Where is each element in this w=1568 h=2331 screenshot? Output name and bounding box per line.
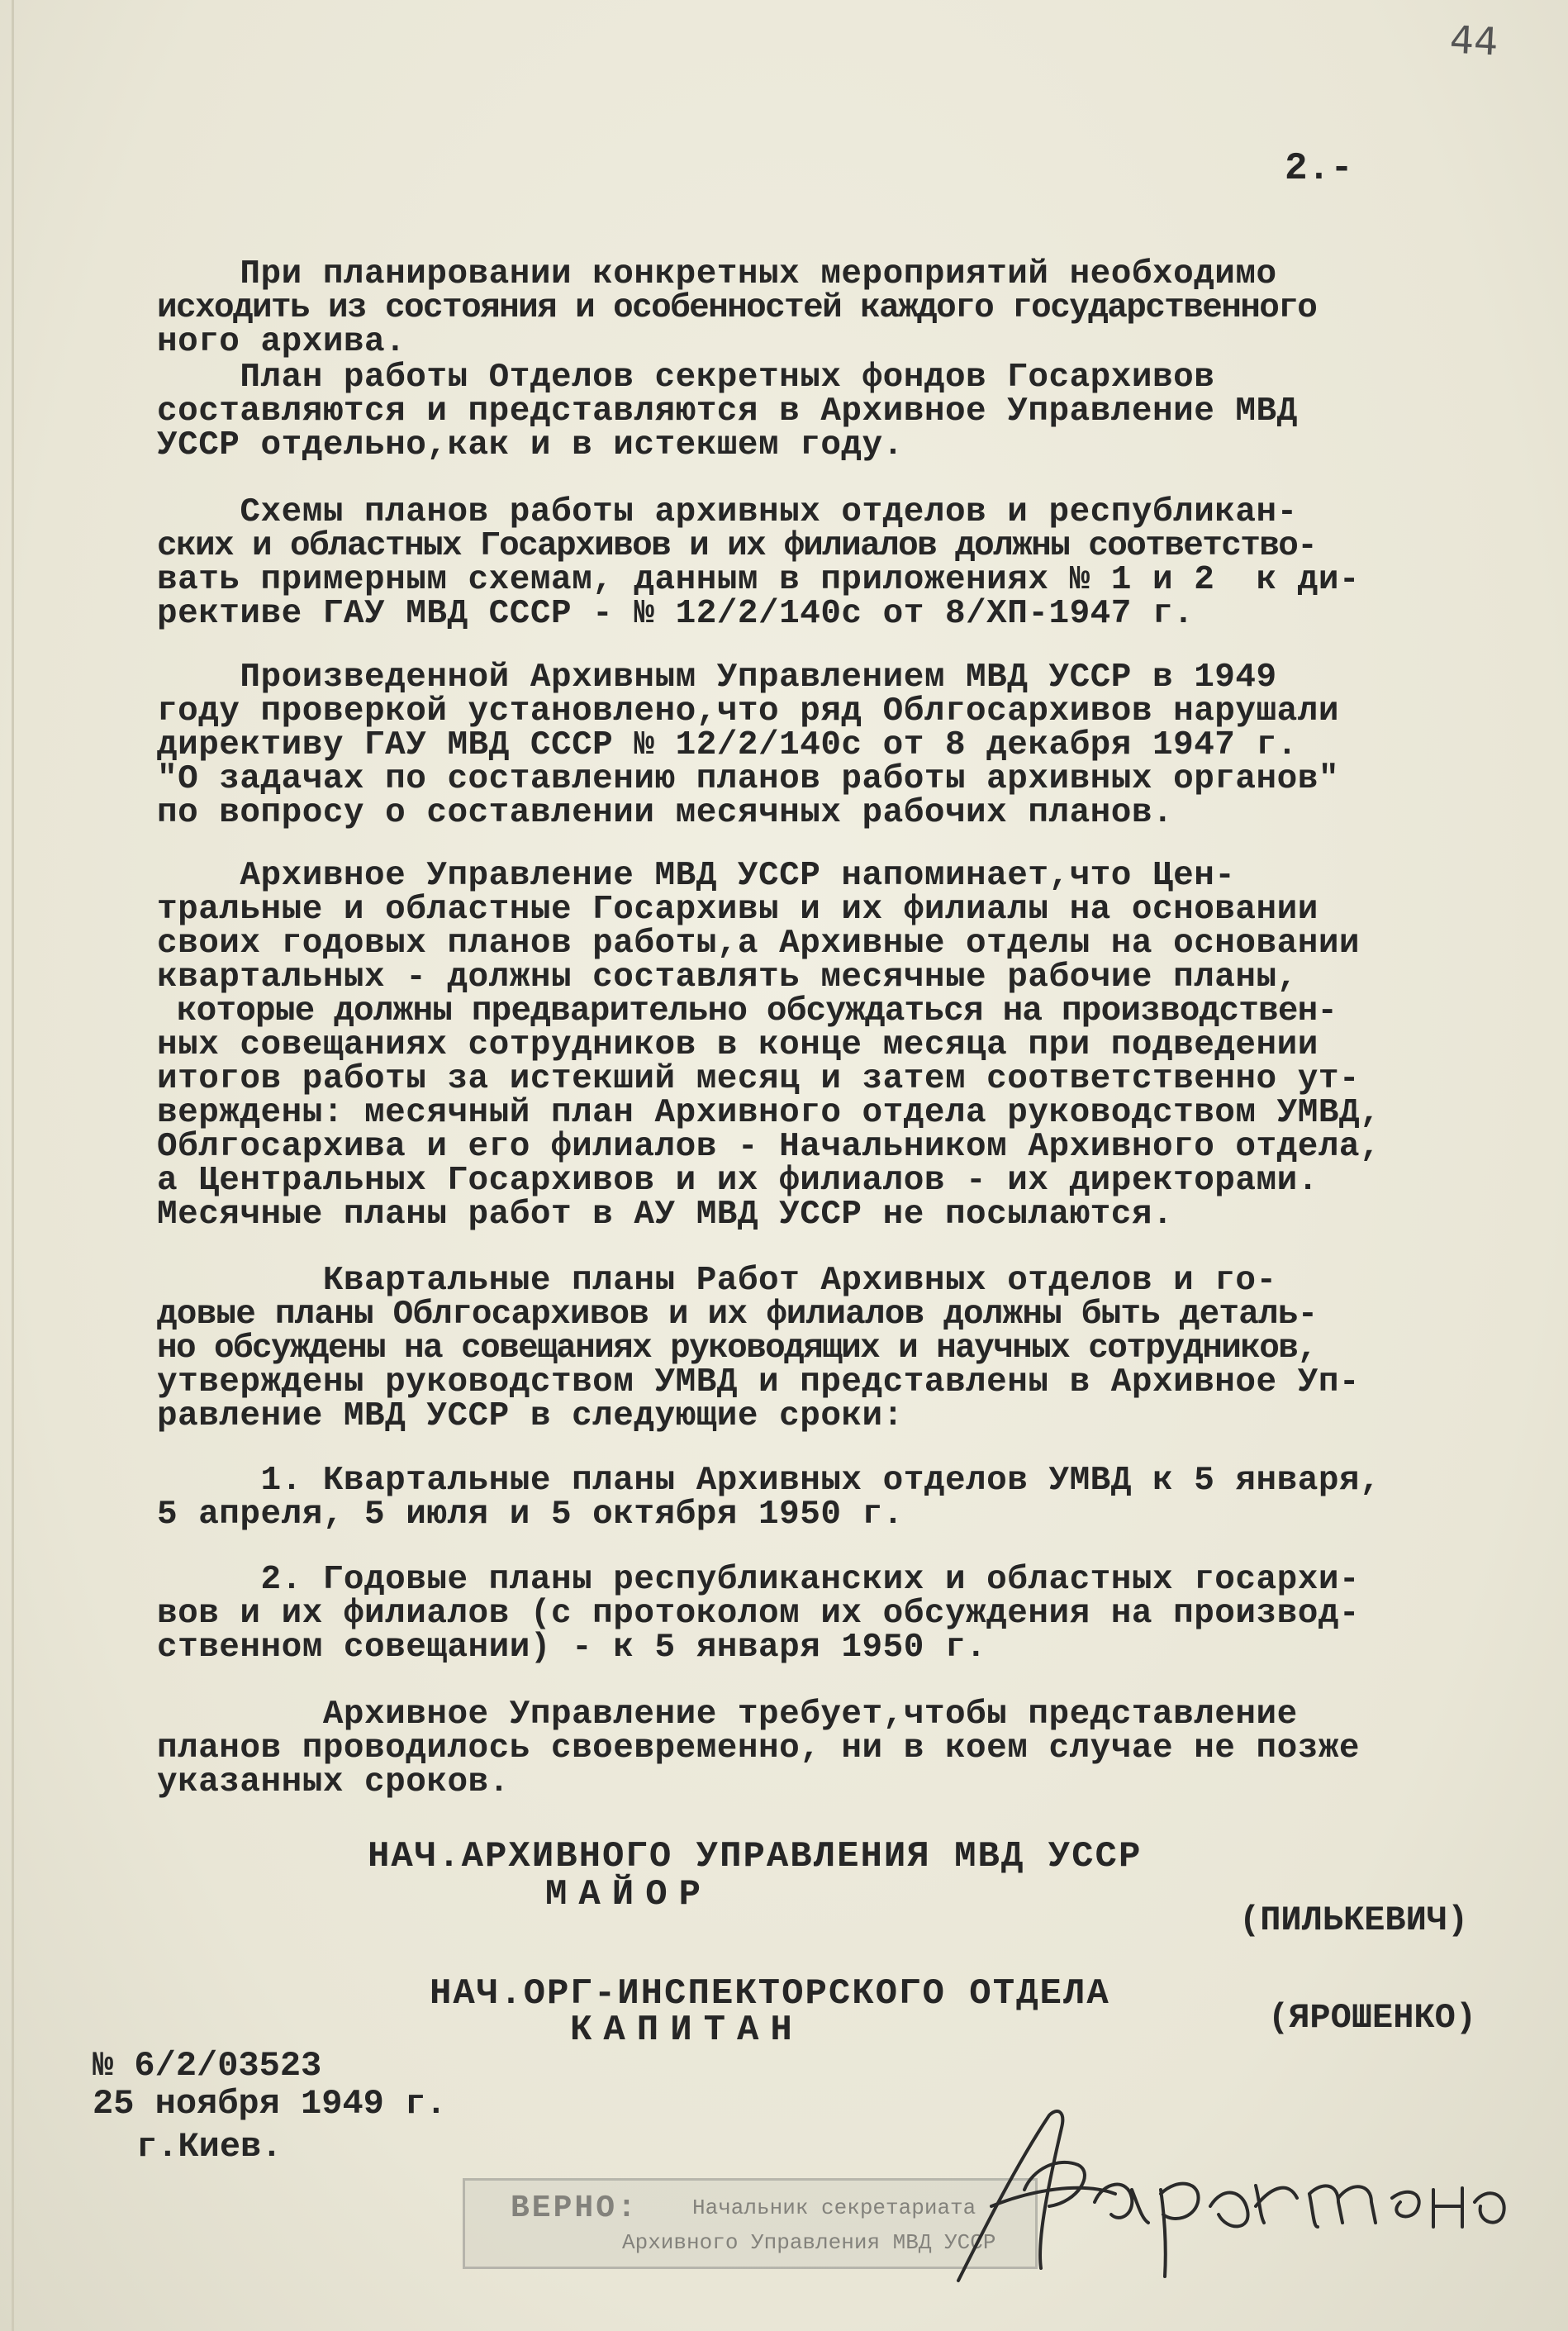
paragraph-inspection bbox=[157, 661, 1495, 830]
text-line: которые должны предварительно обсуждаться на производствен- bbox=[157, 992, 1338, 1030]
text-line: довые планы Облгосархивов и их филиалов должны быть деталь- bbox=[157, 1296, 1318, 1334]
stamp-verno: ВЕРНО: bbox=[511, 2191, 639, 2226]
handwritten-signature-icon bbox=[925, 2091, 1520, 2297]
paragraph-schemes bbox=[157, 493, 1495, 633]
text-line: равление МВД УССР в следующие сроки: bbox=[157, 1397, 904, 1435]
text-line: планов проводилось своевременно, ни в коем случае не позже bbox=[157, 1729, 1361, 1767]
paragraph-reminder bbox=[157, 859, 1495, 1232]
text-line: ного архива. bbox=[157, 323, 406, 361]
paragraph-quarterly bbox=[157, 1264, 1495, 1434]
deadline-item-2 bbox=[157, 1563, 1495, 1665]
text-line: году проверкой установлено,что ряд Облгосархивов нарушали bbox=[157, 692, 1339, 730]
text-line: рективе ГАУ МВД СССР - № 12/2/140с от 8/ХП-1947 г. bbox=[157, 595, 1195, 633]
text-line: тральные и областные Госархивы и их филиалы на основании bbox=[157, 891, 1319, 929]
signatory-2-rank: КАПИТАН bbox=[570, 2010, 804, 2051]
text-line: вать примерным схемам, данным в приложениях № 1 и 2 к ди- bbox=[157, 561, 1361, 599]
document-date: 25 ноября 1949 г. bbox=[93, 2084, 447, 2124]
document-place: г.Киев. bbox=[136, 2127, 283, 2167]
text-line: План работы Отделов секретных фондов Госархивов bbox=[157, 359, 1215, 397]
text-line: утверждены руководством УМВД и представлены в Архивное Уп- bbox=[157, 1363, 1361, 1401]
text-line: Архивное Управление требует,чтобы представление bbox=[157, 1696, 1298, 1734]
text-line: Архивное Управление МВД УССР напоминает,что Цен- bbox=[157, 857, 1236, 895]
text-line: "О задачах по составлению планов работы архивных органов" bbox=[157, 760, 1339, 798]
text-line: 1. Квартальные планы Архивных отделов УМВД к 5 января, bbox=[157, 1462, 1381, 1500]
text-line: При планировании конкретных мероприятий необходимо bbox=[157, 255, 1277, 293]
archive-sheet-number: 44 bbox=[1448, 17, 1499, 64]
page-number: 2.- bbox=[1285, 147, 1353, 190]
paragraph-secret-funds bbox=[157, 361, 1495, 463]
text-line: но обсуждены на совещаниях руководящих и научных сотрудников, bbox=[157, 1330, 1317, 1368]
text-line: директиву ГАУ МВД СССР № 12/2/140с от 8 декабря 1947 г. bbox=[157, 726, 1298, 764]
text-line: верждены: месячный план Архивного отдела руководством УМВД, bbox=[157, 1094, 1381, 1132]
document-number: № 6/2/03523 bbox=[93, 2046, 322, 2086]
text-line: указанных сроков. bbox=[157, 1763, 510, 1801]
signatory-1-rank: МАЙОР bbox=[545, 1874, 713, 1915]
text-line: составляются и представляются в Архивное Управление МВД bbox=[157, 392, 1298, 431]
text-line: своих годовых планов работы,а Архивные отделы на основании bbox=[157, 925, 1361, 963]
signatory-1-name: (ПИЛЬКЕВИЧ) bbox=[1239, 1900, 1469, 1940]
paragraph-planning bbox=[157, 255, 1495, 361]
text-line: Произведенной Архивным Управлением МВД УССР в 1949 bbox=[157, 659, 1277, 697]
text-line: исходить из состояния и особенностей каждого государственного bbox=[157, 289, 1317, 327]
text-line: ственном совещании) - к 5 января 1950 г. bbox=[157, 1629, 987, 1667]
stamp-line-2: Архивного Управления МВД УССР bbox=[622, 2230, 996, 2255]
text-line: Месячные планы работ в АУ МВД УССР не посылаются. bbox=[157, 1196, 1174, 1234]
text-line: итогов работы за истекший месяц и затем соответственно ут- bbox=[157, 1060, 1361, 1098]
text-line: УССР отдельно,как и в истекшем году. bbox=[157, 426, 904, 464]
text-line: по вопросу о составлении месячных рабочих планов. bbox=[157, 794, 1174, 832]
signatory-2-name: (ЯРОШЕНКО) bbox=[1268, 1998, 1477, 2038]
text-line: ных совещаниях сотрудников в конце месяца при подведении bbox=[157, 1026, 1319, 1064]
text-line: ских и областных Госархивов и их филиалов должны соответство- bbox=[157, 527, 1317, 565]
text-line: 2. Годовые планы республиканских и областных госархи- bbox=[157, 1561, 1361, 1599]
deadline-item-1 bbox=[157, 1464, 1495, 1532]
signatory-1-title: НАЧ.АРХИВНОГО УПРАВЛЕНИЯ МВД УССР bbox=[368, 1836, 1143, 1877]
stamp-line-1: Начальник секретариата bbox=[692, 2195, 976, 2220]
text-line: Схемы планов работы архивных отделов и республикан- bbox=[157, 493, 1298, 531]
text-line: 5 апреля, 5 июля и 5 октября 1950 г. bbox=[157, 1496, 904, 1534]
text-line: вов и их филиалов (с протоколом их обсуждения на производ- bbox=[157, 1595, 1361, 1633]
signatory-2-title: НАЧ.ОРГ-ИНСПЕКТОРСКОГО ОТДЕЛА bbox=[430, 1973, 1110, 2015]
text-line: Облгосархива и его филиалов - Начальником Архивного отдела, bbox=[157, 1128, 1381, 1166]
text-line: квартальных - должны составлять месячные рабочие планы, bbox=[157, 959, 1298, 997]
paragraph-requirement bbox=[157, 1698, 1495, 1800]
text-line: а Центральных Госархивов и их филиалов - их директорами. bbox=[157, 1162, 1319, 1200]
text-line: Квартальные планы Работ Архивных отделов и го- bbox=[157, 1262, 1277, 1300]
page-edge-line bbox=[12, 0, 14, 2331]
